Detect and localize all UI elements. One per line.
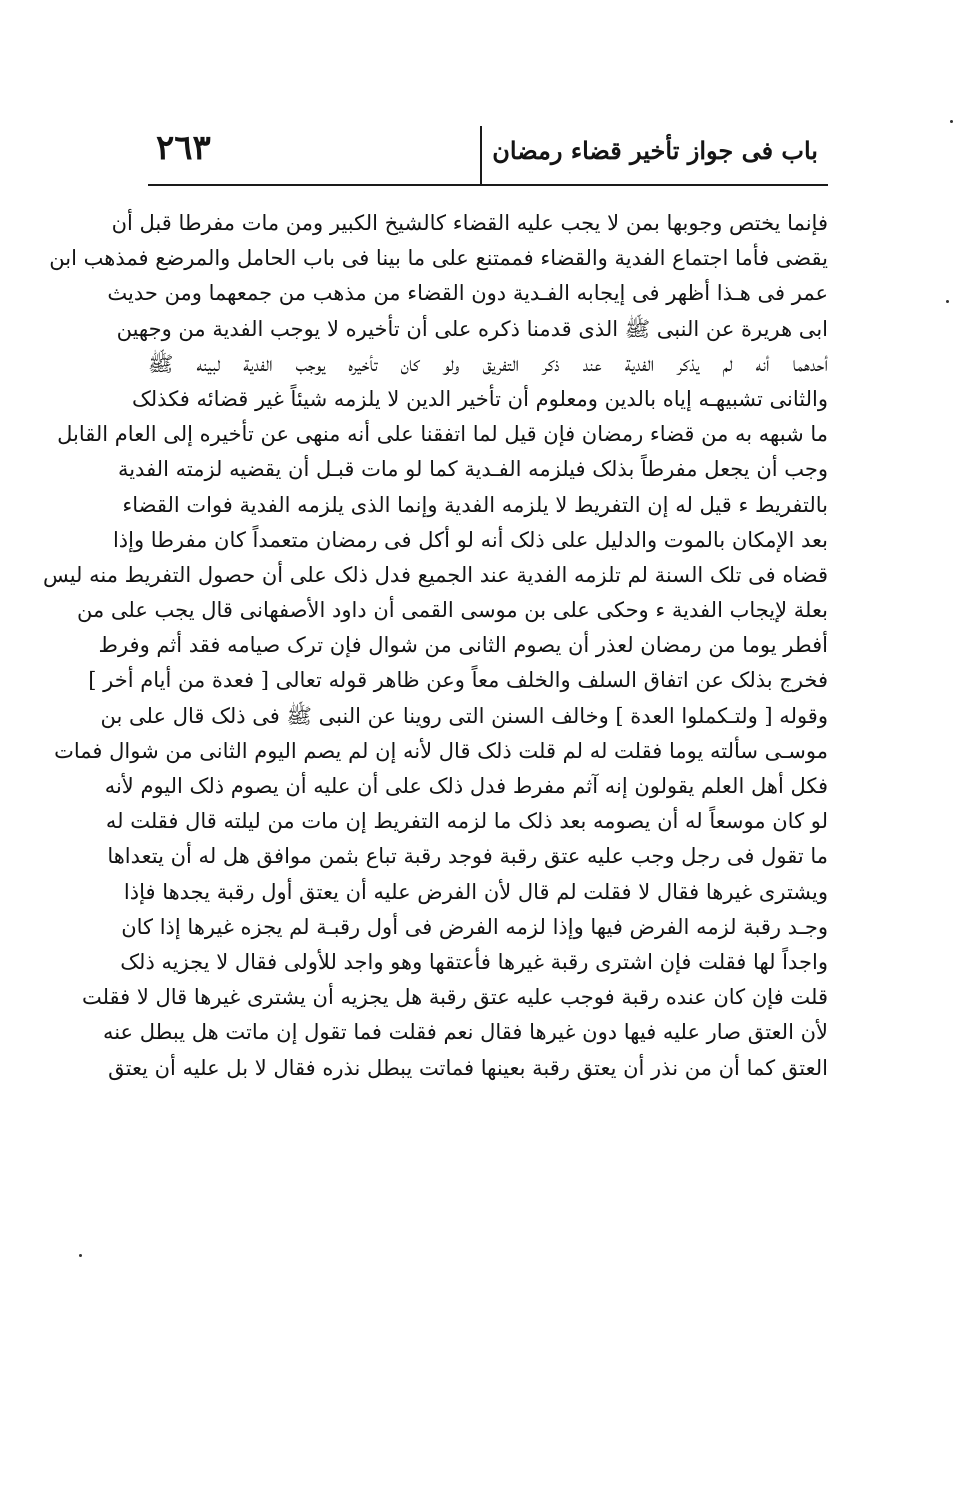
text-line: وجب أن یجعل مفرطاً بذلک فیلزمه الفـدیة کما لو مات قبـل أن یقضیه لزمته الفدیة [117, 457, 828, 482]
header-rule [148, 184, 828, 186]
text-line: واجداً لها فقلت فإن اشتری رقبة غیرها فأعتقها وهو واجد للأولی فقال لا یجزیه ذلک [120, 949, 828, 974]
text-line: بعلة لإیجاب الفدیة ء وحکی علی بن موسی القمی أن داود الأصفهانی قال یجب علی من [76, 598, 828, 623]
running-title: باب فی جواز تأخیر قضاء رمضان [492, 136, 818, 165]
text-line: لو کان موسعاً له أن یصومه بعد ذلک ما لزمه التفریط إن مات من لیلته قال فقلت له [105, 809, 828, 834]
scan-speck [79, 1254, 82, 1257]
page-number: ٢٦٣ [156, 128, 211, 168]
text-line: فکل أهل العلم یقولون إنه آثم مفرط فدل ذلک علی أن علیه أن یصوم ذلک الیوم لأنه [104, 774, 828, 798]
text-line: بعد الإمکان بالموت والدلیل علی ذلک أنه لو أکل فی رمضان متعمداً کان مفرطا وإذا [112, 527, 828, 552]
text-line: وقوله [ ولتـکملوا العدة ] وخالف السنن التی روینا عن النبی ﷺ فی ذلک قال علی بن [100, 703, 828, 728]
text-line: عمر فی هـذا أظهر فی إیجابه الفـدیة دون القضاء من مذهب من جمعهما ومن حدیث [107, 281, 828, 306]
text-line: العتق کما أن من نذر أن یعتق رقبة بعینها فماتت یبطل نذره فقال لا بل علیه أن یعتق [108, 1055, 828, 1080]
scan-speck [946, 300, 949, 303]
header-divider [480, 126, 482, 184]
text-line: فخرج بذلک عن اتفاق السلف والخلف معاً وعن ظاهر قوله تعالی [ فعدة من أیام أخر ] [88, 668, 828, 693]
text-line: ویشتری غیرها فقال لا فقلت لم قال لأن الفرض علیه أن یعتق أول رقبة یجدها فإذا [123, 879, 828, 904]
body-text [42, 206, 828, 1086]
text-line: أفطر یوما من رمضان لعذر أن یصوم الثانی من شوال فإن ترک صیامه فقد أثم وفرط [98, 633, 828, 658]
scan-speck [950, 120, 953, 123]
text-line: قلت فإن کان عنده رقبة فوجب علیه عتق رقبة هل یجزیه أن یشتری غیرها قال لا فقلت [81, 985, 828, 1010]
text-line: والثانی تشبیهـه إیاه بالدین ومعلوم أن تأخیر الدین لا یلزمه شیئاً غیر قضائه فکذلک [131, 386, 828, 411]
text-line: فإنما یختص وجوبها بمن لا یجب علیه القضاء کالشیخ الکبیر ومن مات مفرطا قبل أن [111, 211, 828, 235]
text-line: أحدهما أنه لم یذکر الفدیة عند ذکر التفریق ولو کان تأخیره یوجب الفدیة لبینه ﷺ [148, 351, 828, 376]
text-line: لأن العتق صار علیه فیها دون غیرها فقال نعم فقلت فما تقول إن ماتت هل یبطل عنه [102, 1020, 828, 1045]
text-line: ما شبهه به من قضاء رمضان فإن قیل لما اتفقنا علی أنه منهی عن تأخیره إلی العام القابل [57, 422, 828, 447]
text-line: ما تقول فی رجل وجب علیه عتق رقبة فوجد رقبة تباع بثمن موافق هل له أن یتعداها [107, 844, 828, 869]
page-header [148, 122, 828, 186]
text-line: موسـی سألته یوما فقلت له لم قلت ذلک قال لأنه إن لم یصم الیوم الثانی من شوال فمات [54, 738, 828, 763]
text-line: بالتفریط ء قیل له إن التفریط لا یلزمه الفدیة وإنما الذی یلزمه الفدیة فوات القضاء [122, 492, 828, 517]
text-line: یقضی فأما اجتماع الفدیة والقضاء فممتنع علی ما بینا فی باب الحامل والمرضع فمذهب ابن [49, 246, 828, 271]
text-line: ابی هریرة عن النبی ﷺ الذی قدمنا ذکره علی أن تأخیره لا یوجب الفدیة من وجهین [116, 316, 828, 341]
text-line: وجـد رقبة لزمه الفرض فیها وإذا لزمه الفرض فی أول رقبـة لم یجزه غیرها إذا کان [121, 914, 828, 939]
text-line: قضاه فی تلک السنة لم تلزمه الفدیة عند الجمیع فدل ذلک علی أن حصول التفریط منه لیس [42, 562, 828, 587]
